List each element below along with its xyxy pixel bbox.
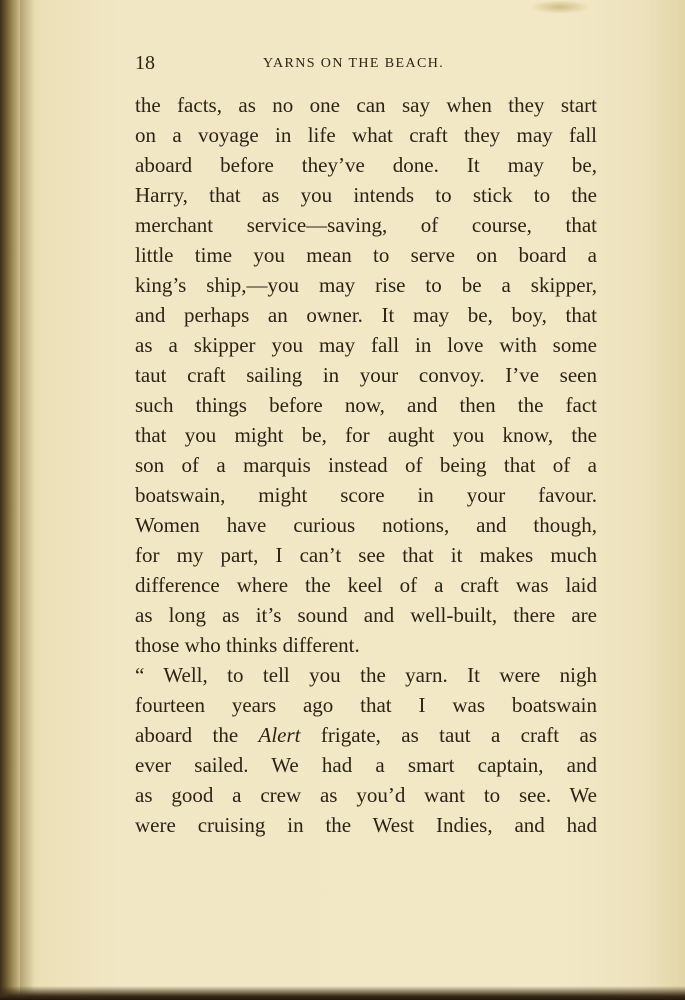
book-spine-shadow (0, 0, 22, 1000)
text-line: king’s ship,—you may rise to be a skipper, (135, 273, 597, 297)
paragraph-end-line: those who thinks different. (135, 633, 360, 657)
text-line: for my part, I can’t see that it makes much (135, 543, 597, 567)
text-line: Women have curious notions, and though, (135, 513, 597, 537)
text-line: as good a crew as you’d want to see. We (135, 783, 597, 807)
ship-name: Alert (258, 723, 301, 747)
paper-stain (530, 0, 590, 14)
text-line: such things before now, and then the fact (135, 393, 597, 417)
text-line: fourteen years ago that I was boatswain (135, 693, 597, 717)
text-line: that you might be, for aught you know, the (135, 423, 597, 447)
text-line: as a skipper you may fall in love with some (135, 333, 597, 357)
text-line: ever sailed. We had a smart captain, and (135, 753, 597, 777)
text-line: taut craft sailing in your convoy. I’ve seen (135, 363, 597, 387)
text-line: the facts, as no one can say when they start (135, 93, 597, 117)
text-line: Harry, that as you intends to stick to the (135, 183, 597, 207)
text-line: boatswain, might score in your favour. (135, 483, 597, 507)
text-line: were cruising in the West Indies, and had (135, 813, 597, 837)
running-head: YARNS ON THE BEACH. (263, 56, 445, 71)
page-header (135, 52, 597, 76)
page-bottom-edge (0, 986, 685, 1000)
text-line: difference where the keel of a craft was laid (135, 573, 597, 597)
text-line: little time you mean to serve on board a (135, 243, 597, 267)
text-line: merchant service—saving, of course, that (135, 213, 597, 237)
text-line: aboard the Alert frigate, as taut a craft as (135, 723, 597, 747)
page-number: 18 (135, 52, 155, 74)
paragraph-start-line: “ Well, to tell you the yarn. It were nigh (135, 663, 597, 687)
binding-gutter (20, 0, 34, 1000)
body-text (135, 90, 597, 840)
text-line: and perhaps an owner. It may be, boy, that (135, 303, 597, 327)
text-line: as long as it’s sound and well-built, there are (135, 603, 597, 627)
text-line: on a voyage in life what craft they may fall (135, 123, 597, 147)
text-line: son of a marquis instead of being that of a (135, 453, 597, 477)
text-line: aboard before they’ve done. It may be, (135, 153, 597, 177)
